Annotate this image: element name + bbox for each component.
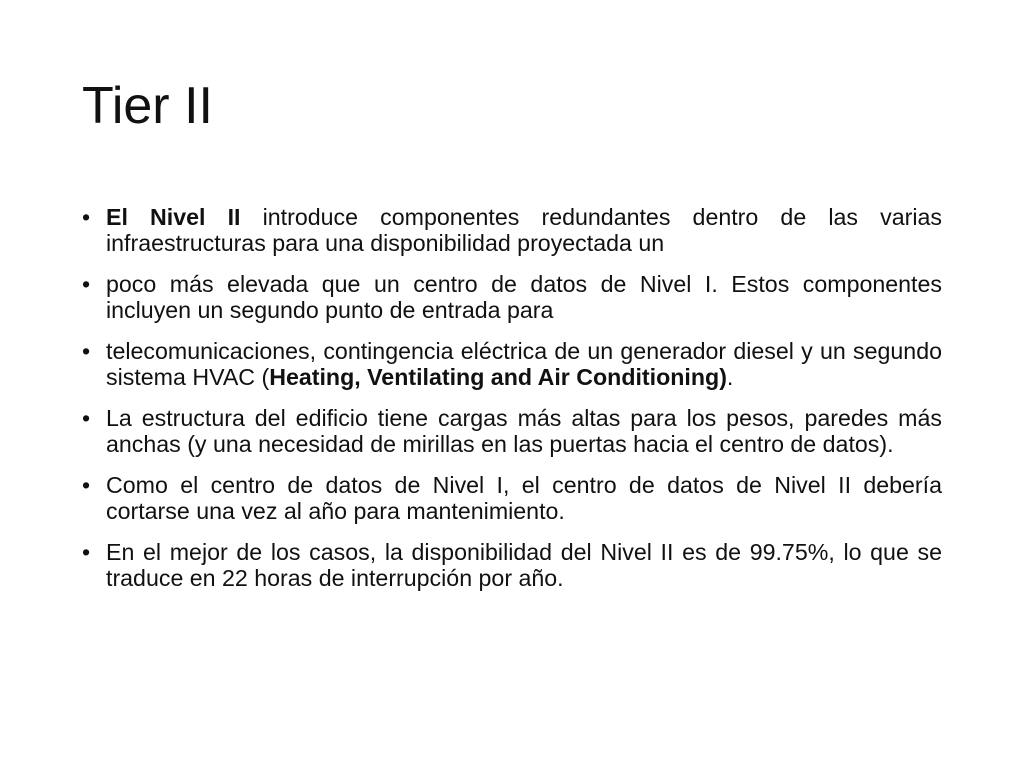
bullet-icon: •	[82, 338, 91, 364]
bullet-text: poco más elevada que un centro de datos de Nivel I. Estos componentes incluyen un segundo punto de entrada para	[106, 271, 942, 323]
bullet-item-3	[82, 338, 942, 390]
bold-text: Heating, Ventilating and Air Conditioning)	[269, 364, 727, 390]
bullet-icon: •	[82, 472, 91, 498]
bullet-text: La estructura del edificio tiene cargas más altas para los pesos, paredes más anchas (y una necesidad de mirillas en las puertas hacia el centro de datos).	[106, 405, 942, 457]
bold-text: El Nivel II	[106, 204, 241, 230]
bullet-text-end: .	[726, 364, 734, 390]
bullet-item-1	[82, 204, 942, 256]
bullet-item-5	[82, 472, 942, 524]
bullet-text: Como el centro de datos de Nivel I, el centro de datos de Nivel II debería cortarse una vez al año para mantenimiento.	[106, 472, 942, 524]
bullet-item-4	[82, 405, 942, 457]
bullet-icon: •	[82, 271, 91, 297]
bullet-item-6	[82, 539, 942, 591]
slide-title: Tier II	[82, 77, 213, 135]
bullet-text: telecomunicaciones, contingencia eléctrica de un generador diesel y un segundo sistema HVAC (	[106, 338, 942, 390]
bullet-text: En el mejor de los casos, la disponibilidad del Nivel II es de 99.75%, lo que se traduce en 22 horas de interrupción por año.	[106, 539, 942, 591]
bullet-icon: •	[82, 539, 91, 565]
bullet-text: introduce componentes redundantes dentro de las varias infraestructuras para una disponibilidad proyectada un	[106, 204, 942, 256]
bullet-list	[82, 204, 942, 606]
bullet-item-2	[82, 271, 942, 323]
bullet-icon: •	[82, 405, 91, 431]
bullet-icon: •	[82, 204, 91, 230]
